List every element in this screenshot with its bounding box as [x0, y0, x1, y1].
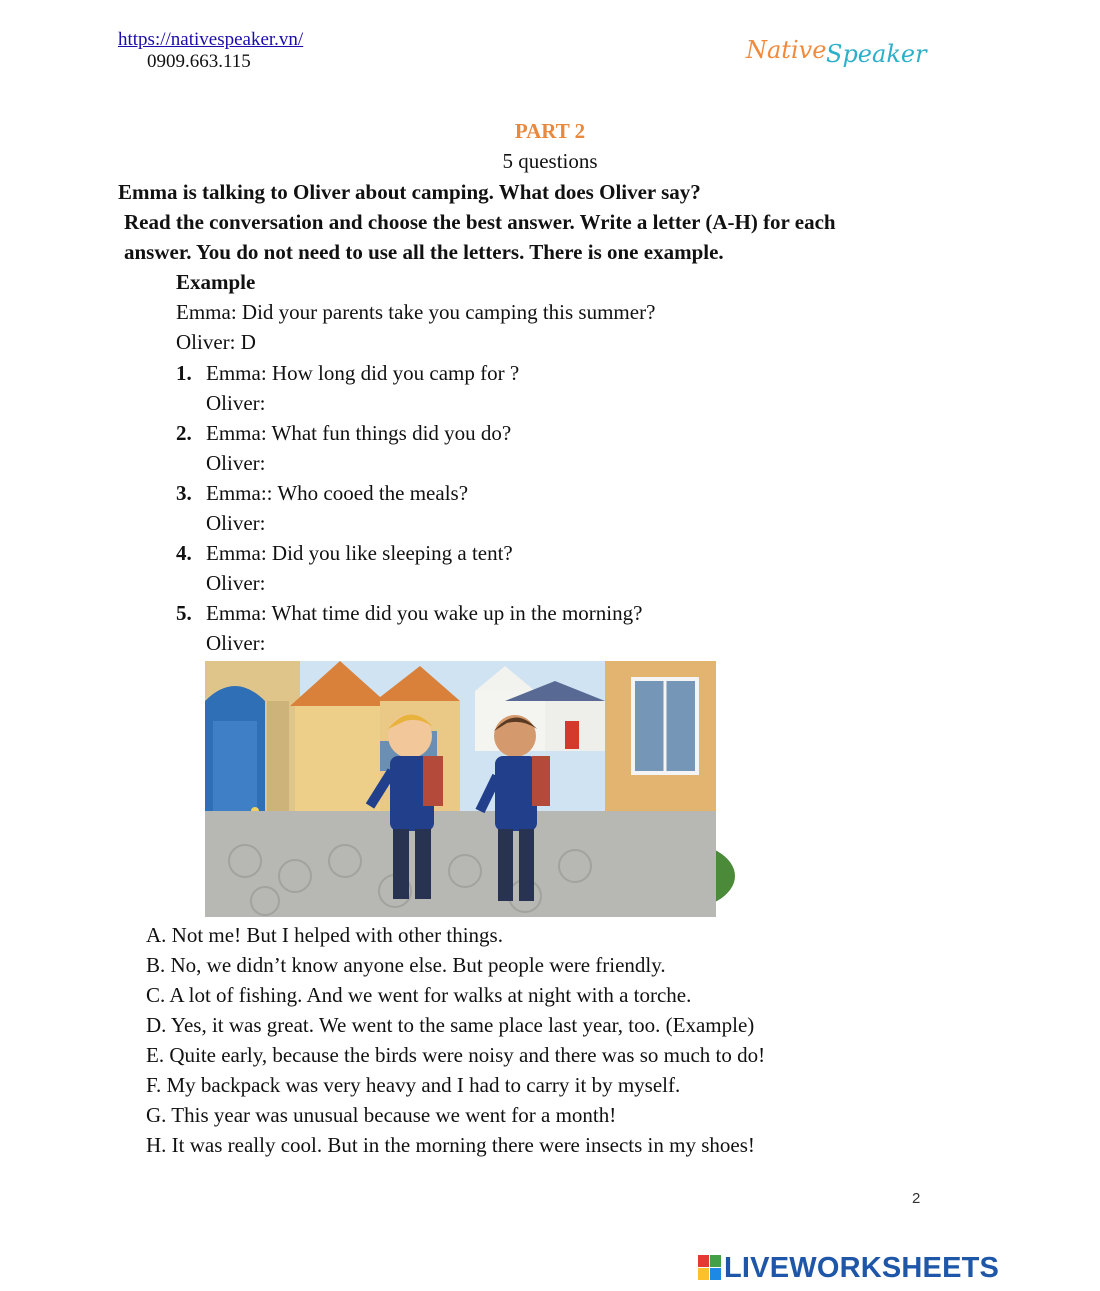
option-letter: F. [146, 1073, 162, 1097]
option-text: Yes, it was great. We went to the same place last year, too. (Example) [170, 1013, 755, 1037]
native-speaker-logo [746, 32, 927, 76]
option-e [146, 1043, 765, 1068]
option-letter: G. [146, 1103, 167, 1127]
option-f [146, 1073, 680, 1098]
option-letter: D. [146, 1013, 167, 1037]
question-oliver-line: Oliver: [206, 511, 266, 535]
option-letter: C. [146, 983, 166, 1007]
example-answer: Oliver: D [176, 330, 256, 354]
example-heading: Example [176, 270, 256, 294]
part-title: PART 2 [514, 119, 586, 143]
option-text: A lot of fishing. And we went for walks at night with a torche. [169, 983, 692, 1007]
option-b [146, 953, 666, 978]
phone-number: 0909.663.115 [147, 51, 251, 72]
watermark-text: LIVEWORKSHEETS [724, 1251, 1000, 1284]
option-h [146, 1133, 755, 1158]
question-emma-line: Emma:: Who cooed the meals? [206, 481, 469, 505]
option-text: This year was unusual because we went for a month! [171, 1103, 617, 1127]
question-number: 4. [176, 541, 192, 565]
question-count: 5 questions [502, 149, 598, 173]
option-text: Not me! But I helped with other things. [171, 923, 503, 947]
option-g [146, 1103, 616, 1128]
instruction-line-2: Read the conversation and choose the best answer. Write a letter (A-H) for each [124, 210, 836, 234]
question-number: 3. [176, 481, 192, 505]
option-text: Quite early, because the birds were noisy and there was so much to do! [169, 1043, 766, 1067]
option-letter: E. [146, 1043, 165, 1067]
website-link[interactable]: https://nativespeaker.vn/ [118, 29, 304, 50]
question-oliver-line: Oliver: [206, 571, 266, 595]
option-text: No, we didn’t know anyone else. But people were friendly. [170, 953, 666, 977]
option-c [146, 983, 691, 1008]
question-number: 2. [176, 421, 192, 445]
question-emma-line: Emma: How long did you camp for ? [206, 361, 520, 385]
question-emma-line: Emma: Did you like sleeping a tent? [206, 541, 513, 565]
question-oliver-line: Oliver: [206, 451, 266, 475]
option-a [146, 923, 503, 948]
option-letter: B. [146, 953, 166, 977]
option-text: My backpack was very heavy and I had to carry it by myself. [166, 1073, 681, 1097]
two-boys-street-illustration [205, 661, 716, 917]
svg-text:Native: Native [746, 36, 827, 64]
question-emma-line: Emma: What time did you wake up in the morning? [206, 601, 643, 625]
liveworksheets-watermark [698, 1252, 999, 1284]
option-letter: A. [146, 923, 167, 947]
example-question: Emma: Did your parents take you camping this summer? [176, 300, 656, 324]
question-emma-line: Emma: What fun things did you do? [206, 421, 512, 445]
instruction-line-1: Emma is talking to Oliver about camping. What does Oliver say? [118, 180, 701, 204]
option-letter: H. [146, 1133, 167, 1157]
question-oliver-line: Oliver: [206, 391, 266, 415]
instruction-line-3: answer. You do not need to use all the letters. There is one example. [124, 240, 724, 264]
question-number: 5. [176, 601, 192, 625]
option-d [146, 1013, 754, 1038]
question-number: 1. [176, 361, 192, 385]
page-number: 2 [912, 1190, 921, 1207]
liveworksheets-icon [698, 1255, 722, 1281]
option-text: It was really cool. But in the morning there were insects in my shoes! [171, 1133, 755, 1157]
svg-text:Speaker: Speaker [826, 40, 927, 68]
question-oliver-line: Oliver: [206, 631, 266, 655]
